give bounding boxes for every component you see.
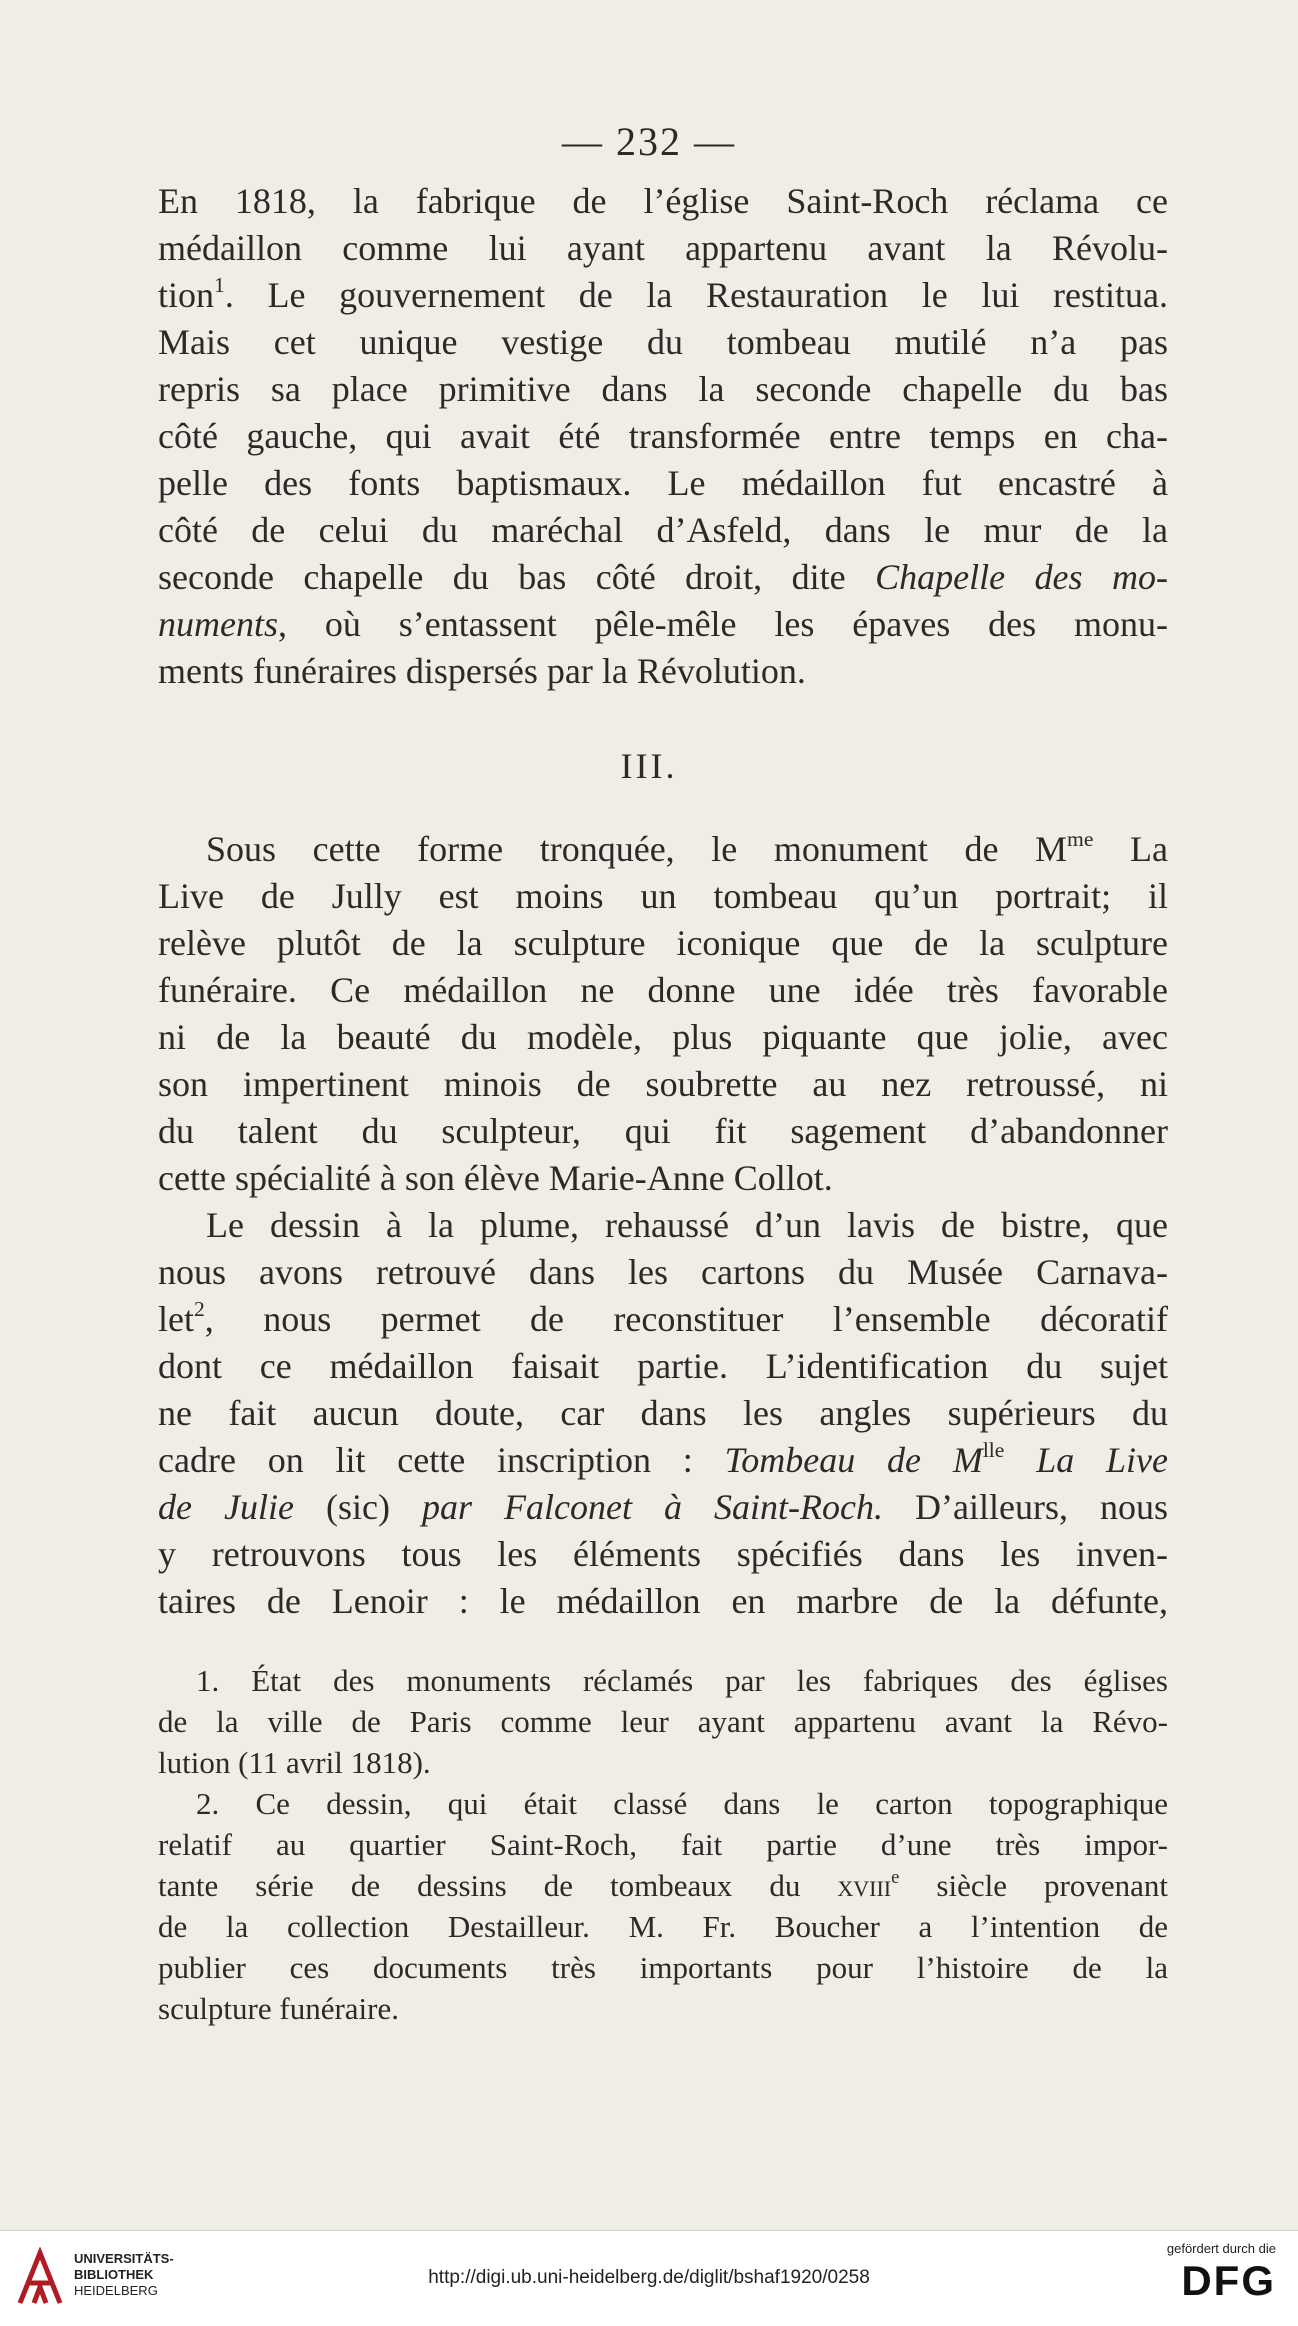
footnote-ref: 1: [214, 272, 225, 297]
footnote-line: relatif au quartier Saint-Roch, fait partie d’une très impor-: [158, 1827, 1168, 1862]
footnote-line: de la ville de Paris comme leur ayant appartenu avant la Révo-: [158, 1704, 1168, 1739]
text-line: dont ce médaillon faisait partie. L’identification du sujet: [158, 1346, 1168, 1386]
text-line: numents, où s’entassent pêle-mêle les épaves des monu-: [158, 604, 1168, 644]
text-line: Live de Jully est moins un tombeau qu’un portrait; il: [158, 876, 1168, 916]
footnote-line: lution (11 avril 1818).: [158, 1745, 431, 1780]
text-line: let$^2$, nous permet de reconstituer l’ensemble décoratif: [158, 1296, 1168, 1339]
footnote-line: 1. État des monuments réclamés par les fabriques des églises: [196, 1663, 1168, 1698]
text-line: nous avons retrouvé dans les cartons du Musée Carnava-: [158, 1252, 1168, 1292]
text-line: de Julie (sic) par Falconet à Saint-Roch. D’ailleurs, nous: [158, 1487, 1168, 1527]
footnote-line: 2. Ce dessin, qui était classé dans le carton topographique: [196, 1786, 1168, 1821]
library-name: UNIVERSITÄTS- BIBLIOTHEK HEIDELBERG: [74, 2251, 174, 2298]
text-line: Sous cette forme tronquée, le monument de $M^{me}$ La: [206, 826, 1169, 869]
footnote-line: tante série de dessins de tombeaux du xviii$^e$ siècle provenant: [158, 1866, 1168, 1903]
text-line: En 1818, la fabrique de l’église Saint-Roch réclama ce: [158, 181, 1168, 221]
footnote-line: publier ces documents très importants pour l’histoire de la: [158, 1950, 1168, 1985]
text-line: y retrouvons tous les éléments spécifiés dans les inven-: [158, 1534, 1168, 1574]
text-line: du talent du sculpteur, qui fit sagement d’abandonner: [158, 1111, 1168, 1151]
text-line: repris sa place primitive dans la seconde chapelle du bas: [158, 369, 1168, 409]
text-line: seconde chapelle du bas côté droit, dite Chapelle des mo-: [158, 557, 1168, 597]
text-line: médaillon comme lui ayant appartenu avant la Révolu-: [158, 228, 1168, 268]
text-line: ments funéraires dispersés par la Révolution.: [158, 651, 806, 691]
footnote-line: de la collection Destailleur. M. Fr. Boucher a l’intention de: [158, 1909, 1168, 1944]
footnote-ref: 2: [193, 1296, 205, 1321]
paragraph-1: [158, 178, 1168, 695]
paragraph-3: [158, 1202, 1168, 1625]
text-line: relève plutôt de la sculpture iconique que de la sculpture: [158, 923, 1168, 963]
text-line: ni de la beauté du modèle, plus piquante que jolie, avec: [158, 1017, 1168, 1057]
text-line: funéraire. Ce médaillon ne donne une idée très favorable: [158, 970, 1168, 1010]
page-number: — 232 —: [562, 119, 736, 164]
text-line: côté de celui du maréchal d’Asfeld, dans le mur de la: [158, 510, 1168, 550]
text-line: cadre on lit cette inscription : Tombeau de $M^{lle}$ La Live: [158, 1437, 1168, 1480]
text-line: son impertinent minois de soubrette au nez retroussé, ni: [158, 1064, 1168, 1104]
funding-credit: gefördert durch die DFG: [1126, 2241, 1276, 2306]
text-line: ne fait aucun doute, car dans les angles supérieurs du: [158, 1393, 1168, 1433]
paragraph-2: [158, 826, 1168, 1202]
text-line: tion$^1$. Le gouvernement de la Restauration le lui restitua.: [158, 272, 1168, 315]
permalink-url[interactable]: http://digi.ub.uni-heidelberg.de/diglit/bshaf1920/0258: [428, 2267, 870, 2288]
footnote-line: sculpture funéraire.: [158, 1991, 399, 2026]
footnotes: [158, 1660, 1168, 2029]
section-heading: III.: [620, 746, 678, 786]
text-line: Mais cet unique vestige du tombeau mutilé n’a pas: [158, 322, 1168, 362]
text-line: Le dessin à la plume, rehaussé d’un lavis de bistre, que: [206, 1205, 1168, 1245]
text-line: côté gauche, qui avait été transformée entre temps en cha-: [158, 416, 1168, 456]
text-line: cette spécialité à son élève Marie-Anne Collot.: [158, 1158, 833, 1198]
viewer-footer: [0, 2230, 1298, 2326]
dfg-logo: DFG: [1181, 2257, 1276, 2304]
text-line: taires de Lenoir : le médaillon en marbre de la défunte,: [158, 1581, 1168, 1621]
text-line: pelle des fonts baptismaux. Le médaillon fut encastré à: [158, 463, 1168, 503]
